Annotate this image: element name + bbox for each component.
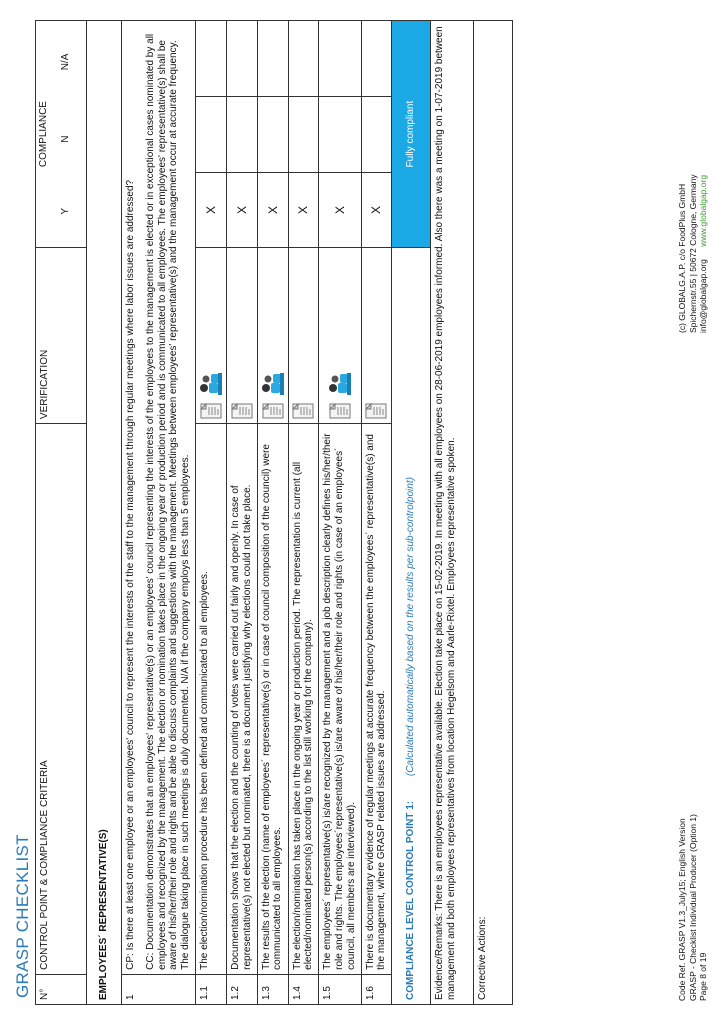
document-icon [298, 395, 309, 419]
mark-yes: X [195, 172, 226, 247]
summary-cell [392, 248, 431, 1005]
mark-na [226, 21, 257, 97]
header-row [36, 21, 87, 1005]
footer-website[interactable]: www.globalgap.org [698, 174, 709, 247]
footer-right [677, 174, 709, 333]
row-verification [226, 248, 257, 424]
evidence-remarks: Evidence/Remarks: There is an employees representative available. Election take place on 15-02-2019. In meeting with all employees on 28-06-2019 employees informed. Also there was a meeting on 1-07-2019 between management and both employees representatives from location Hegelsom and Aarle-Rixtel. Employees representative spoken. [431, 21, 474, 1005]
mark-na [361, 21, 392, 97]
header-yes: Y [59, 207, 71, 215]
row-number: 1.3 [257, 974, 288, 1004]
row-verification [361, 248, 392, 424]
document-icon [236, 395, 247, 419]
summary-label: COMPLIANCE LEVEL CONTROL POINT 1: [405, 800, 417, 1000]
section-title: EMPLOYEES´ REPRESENTATIVE(S) [87, 21, 122, 1005]
row-text: Documentation shows that the election and the counting of votes were carried out fairly and openly. In case of representative(s) not elected but nominated, there is a document justifying why elections could not take place. [226, 424, 257, 975]
row-number: 1.6 [361, 974, 392, 1004]
mark-no [195, 97, 226, 172]
footer-company: (c) GLOBALG.A.P. c/o FoodPlus GmbH [677, 183, 687, 333]
row-number: 1.2 [226, 974, 257, 1004]
corrective-actions: Corrective Actions: [474, 21, 513, 1005]
mark-yes: X [257, 172, 288, 247]
row-text: The election/nomination procedure has been defined and communicated to all employees. [195, 424, 226, 975]
header-na: N/A [59, 53, 71, 71]
row-verification [288, 248, 319, 424]
control-point-row [122, 21, 196, 1005]
footer-code-ref: Code Ref. GRASP V1.3_July15; English Version [677, 818, 687, 1001]
table-row [319, 21, 361, 1005]
table-row [257, 21, 288, 1005]
mark-na [288, 21, 319, 97]
mark-yes: X [319, 172, 361, 247]
header-verification: VERIFICATION [36, 248, 87, 424]
header-no: N [59, 135, 71, 143]
row-text: The election/nomination has taken place in the ongoing year or production period. The representation is current (all elected/nominated person(s) according to the list still working for the company). [288, 424, 319, 975]
sub-controlpoints [195, 21, 391, 1005]
cp-text [122, 21, 196, 975]
row-verification [319, 248, 361, 424]
header-compliance [36, 21, 87, 248]
header-number: N° [36, 974, 87, 1004]
header-criteria: CONTROL POINT & COMPLIANCE CRITERIA [36, 424, 87, 975]
section-row [87, 21, 122, 1005]
document-icon [206, 395, 217, 419]
mark-na [195, 21, 226, 97]
interview-person-icon [267, 365, 278, 395]
compliance-label: COMPLIANCE [38, 101, 49, 168]
mark-no [361, 97, 392, 172]
row-verification [195, 248, 226, 424]
row-number: 1.5 [319, 974, 361, 1004]
cp-criteria: CC: Documentation demonstrates that an employees' representative(s) or an employees' council representing the interests of the employees to the management is elected or in exceptional cases nominated by all employees and recognized by the management. The election or nomination takes place in the ongoing year or production period and is communicated to all employees. The employees' representative(s) shall be aware of his/her/their role and rights and be able to discuss complaints and suggestions with the management. Meetings between employees' representative(s) and the management occur at accurate frequency. The dialogue taking place in such meetings is duly documented. N/A if the company employs less than 5 employees. [144, 33, 192, 970]
footer-address: Spichernstr.55 | 50672 Cologne, Germany [687, 174, 698, 333]
summary-row [392, 21, 431, 1005]
interview-person-icon [335, 365, 346, 395]
checklist-title: GRASP CHECKLIST [13, 834, 32, 998]
mark-no [257, 97, 288, 172]
document-icon [335, 395, 346, 419]
document-icon [371, 395, 382, 419]
mark-na [319, 21, 361, 97]
checklist-table [35, 20, 513, 1005]
mark-no [226, 97, 257, 172]
document-icon [267, 395, 278, 419]
row-text: The employees´ representative(s) is/are recognized by the management and a job description clearly defines his/her/their role and rights. The employees´representative(s) is/are aware of his/her/their role and rights (in case of an employees´ council, all members are interviewed). [319, 424, 361, 975]
compliance-result: Fully compliant [392, 21, 431, 248]
table-row [226, 21, 257, 1005]
table-row [361, 21, 392, 1005]
footer-left [677, 814, 709, 1001]
corrective-row [474, 21, 513, 1005]
mark-na [257, 21, 288, 97]
mark-yes: X [288, 172, 319, 247]
table-row [288, 21, 319, 1005]
row-verification [257, 248, 288, 424]
footer-email[interactable]: info@globalgap.org [698, 259, 709, 333]
row-number: 1.1 [195, 974, 226, 1004]
cp-question: CP: Is there at least one employee or an employees' council to represent the interests of the staff to the management through regular meetings where labor issues are addressed? [125, 179, 136, 970]
footer-checklist-name: GRASP - Checklist Individual Producer (Option 1) [687, 814, 698, 1001]
row-text: There is documentary evidence of regular meetings at accurate frequency between the employees´ representative(s) and the management, where GRASP related issues are addressed. [361, 424, 392, 975]
cp-number: 1 [122, 974, 196, 1004]
table-row [195, 21, 226, 1005]
evidence-row [431, 21, 474, 1005]
mark-yes: X [361, 172, 392, 247]
row-number: 1.4 [288, 974, 319, 1004]
mark-no [288, 97, 319, 172]
summary-note: (Calculated automatically based on the results per sub-controlpoint) [405, 477, 417, 777]
mark-yes: X [226, 172, 257, 247]
row-text: The results of the election (name of employees´ representative(s) or in case of council composition of the council) were communicated to all employees. [257, 424, 288, 975]
mark-no [319, 97, 361, 172]
footer-page-number: Page 8 of 19 [698, 952, 709, 1001]
interview-person-icon [206, 365, 217, 395]
